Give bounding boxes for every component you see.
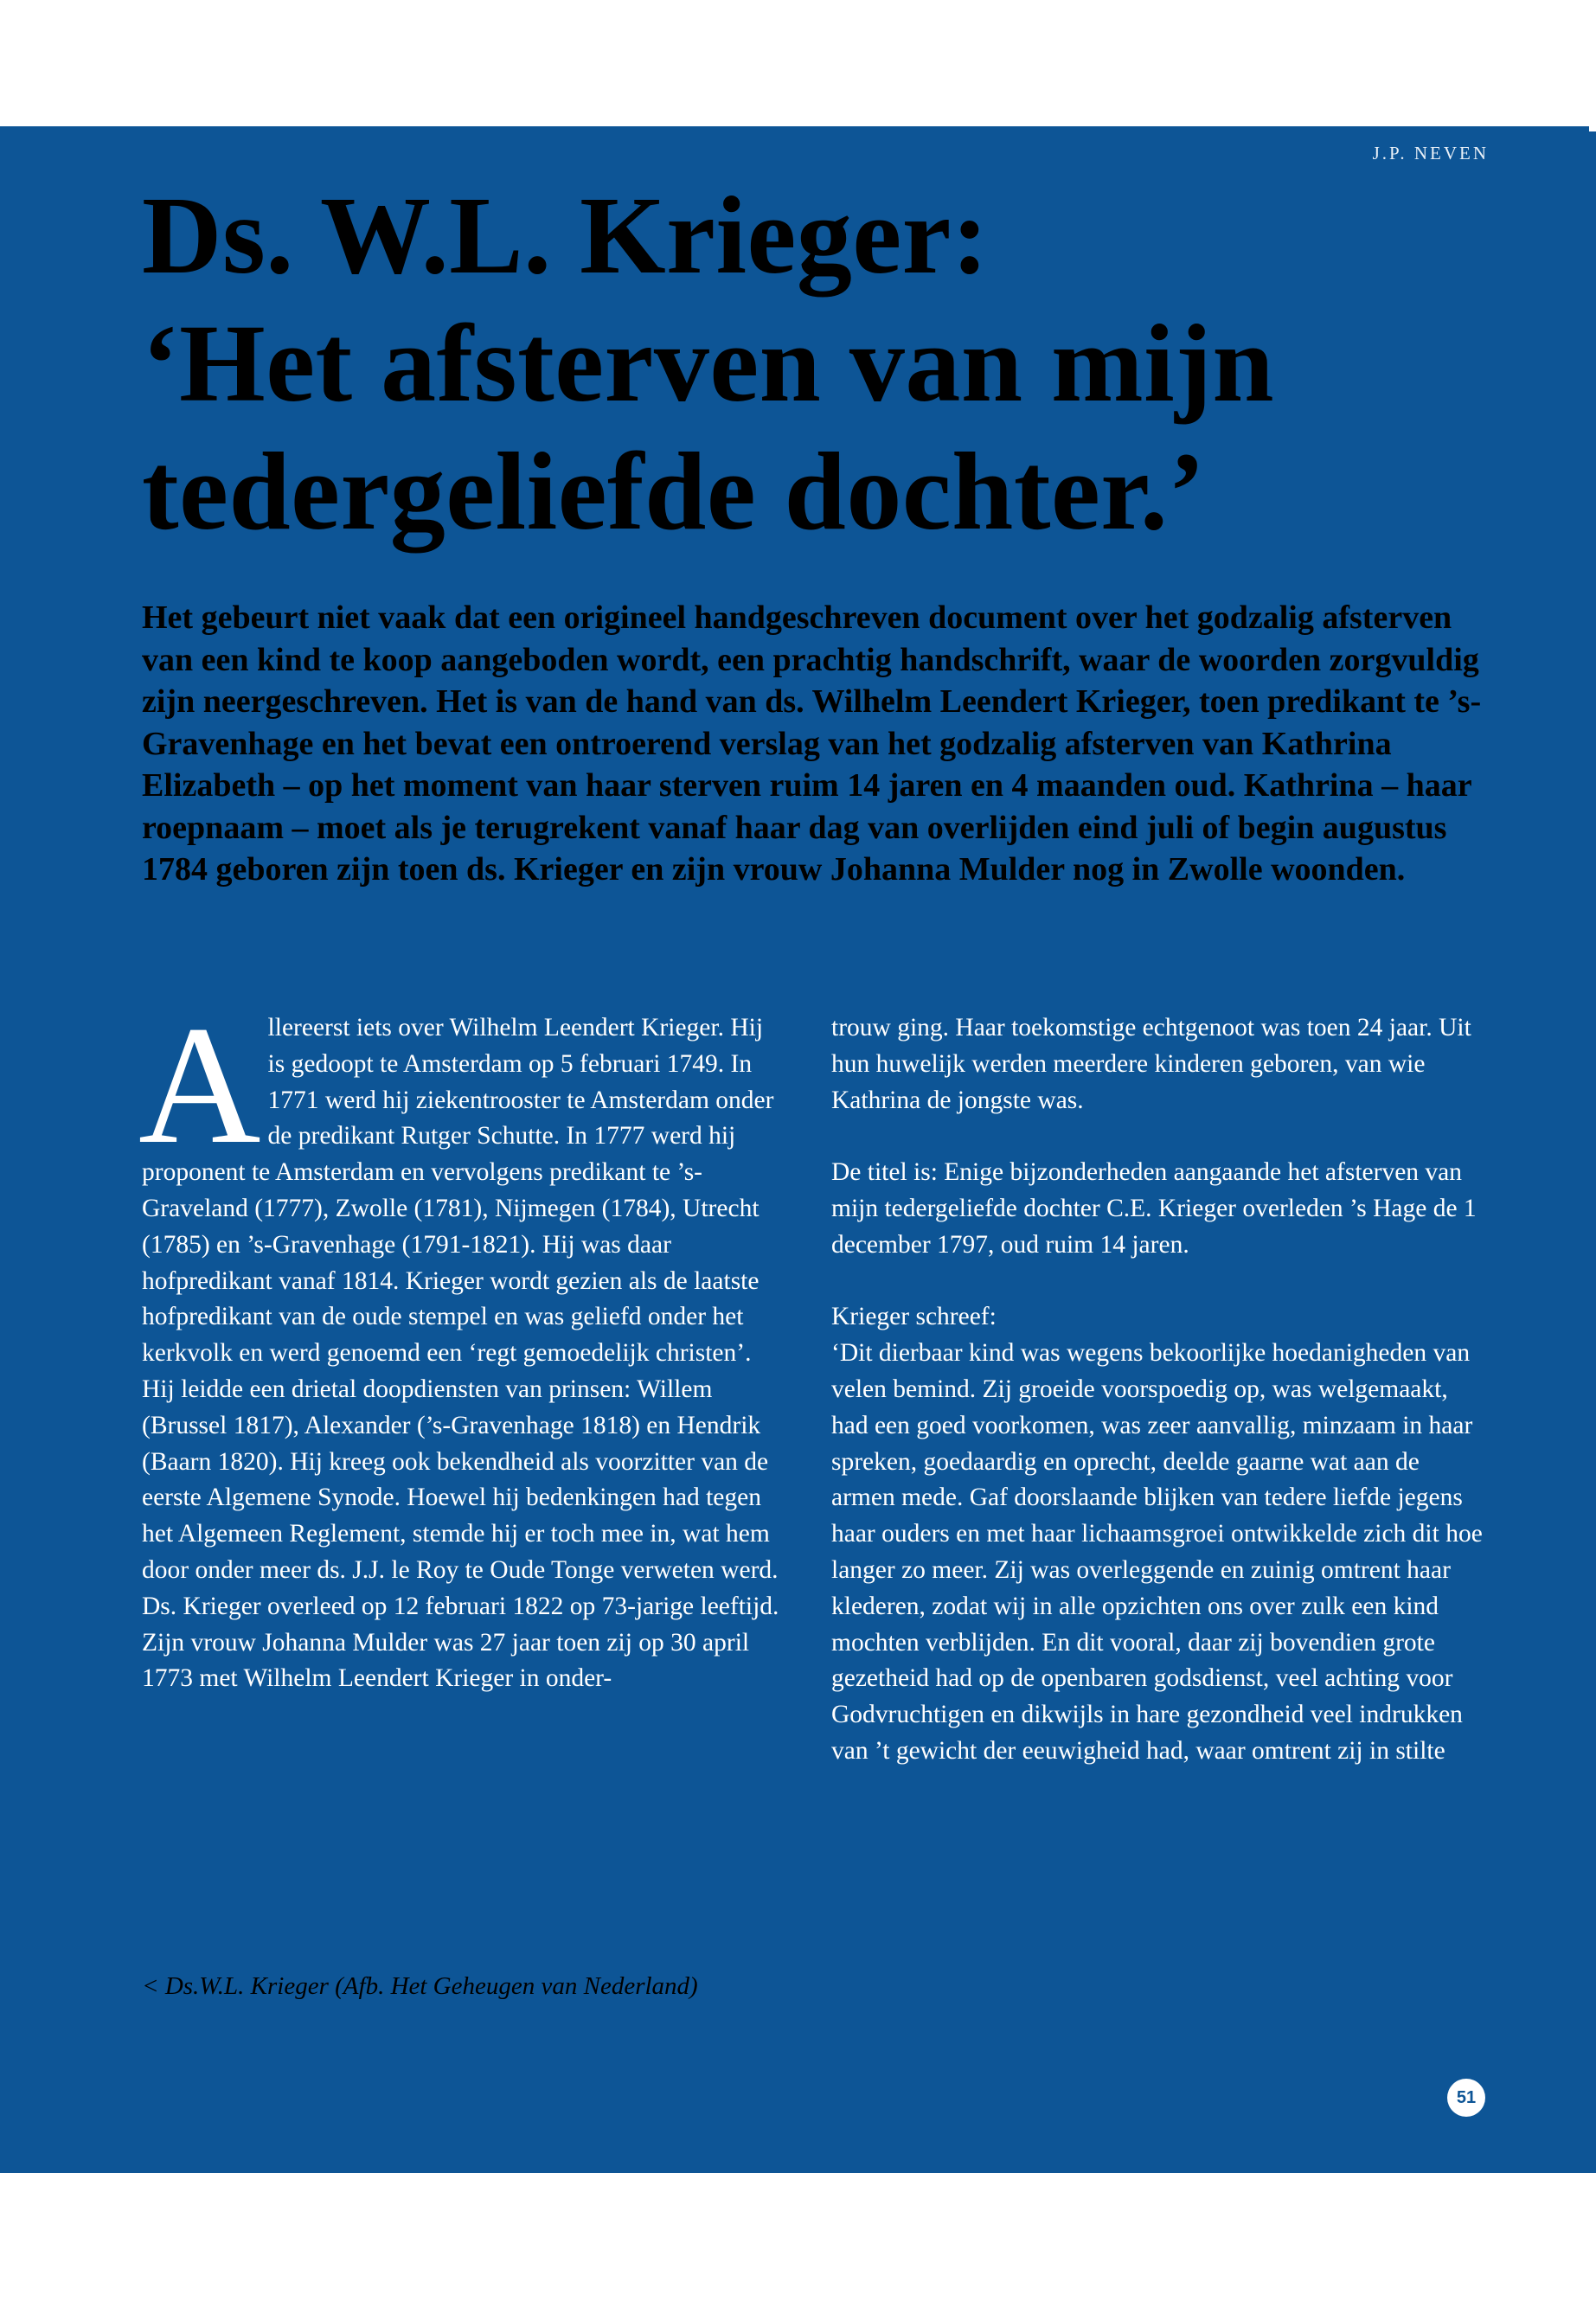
page-number: 51 [1447,2079,1485,2117]
drop-cap: A [138,991,261,1179]
left-column [138,991,782,1697]
image-caption: < Ds.W.L. Krieger (Afb. Het Geheugen van Nederland) [142,1972,698,2000]
right-paragraph-1: trouw ging. Haar toekomstige echtgenoot was toen 24 jaar. Uit hun huwelijk werden meerdere kinderen geboren, van wie Kathrina de jongste was. [831,1014,1471,1114]
right-column [831,1010,1489,1770]
right-paragraph-3: Krieger schreef: [831,1303,997,1331]
title-line-1: Ds. W.L. Krieger: [142,174,990,297]
intro-paragraph: Het gebeurt niet vaak dat een origineel handgeschreven document over het godzalig afsterven van een kind te koop aangeboden wordt, een prachtig handschrift, waar de woorden zorgvuldig zijn neergeschreven. Het is van de hand van ds. Wilhelm Leendert Krieger, toen predikant te ’s-Gravenhage en het bevat een ontroerend verslag van het godzalig afsterven van Kathrina Elizabeth – op het moment van haar sterven ruim 14 jaren en 4 maanden oud. Kathrina – haar roepnaam – moet als je terugrekent vanaf haar dag van overlijden eind juli of begin augustus 1784 geboren zijn toen ds. Krieger en zijn vrouw Johanna Mulder nog in Zwolle woonden. [142,599,1482,888]
right-paragraph-4: ‘Dit dierbaar kind was wegens bekoorlijke hoedanigheden van velen bemind. Zij groeide voorspoedig op, was welgemaakt, had een goed voorkomen, was zeer aanvallig, minzaam in haar spreken, goedaardig en oprecht, deelde gaarne wat aan de armen mede. Gaf doorslaande blijken van tedere liefde jegens haar ouders en met haar lichaamsgroei ontwikkelde zich dit hoe langer zo meer. Zij was overleggende en zuinig omtrent haar klederen, zodat wij in alle opzichten ons over zulk een kind mochten verblijden. En dit vooral, daar zij bovendien grote gezetheid had op de openbaren godsdienst, veel achting voor Godvruchtigen en dikwijls in hare gezondheid veel indrukken van ’t gewicht der eeuwigheid had, waar omtrent zij in stilte [831,1339,1483,1765]
left-paragraph-2: Zijn vrouw Johanna Mulder was 27 jaar toen zij op 30 april 1773 met Wilhelm Leendert Krieger in onder- [142,1628,750,1693]
right-paragraph-2: De titel is: Enige bijzonderheden aangaande het afsterven van mijn tedergeliefde dochter C.E. Krieger overleden ’s Hage de 1 december 1797, oud ruim 14 jaren. [831,1158,1477,1259]
article-title [142,171,1543,555]
panel-edge-mark [1589,126,1596,131]
title-line-3: tedergeliefde dochter.’ [142,430,1206,553]
title-line-2: ‘Het afsterven van mijn [142,302,1274,425]
left-paragraph-1-text: llereerst iets over Wilhelm Leendert Krieger. Hij is gedoopt te Amsterdam op 5 februari 1749. In 1771 werd hij ziekentrooster te Amsterdam onder de predikant Rutger Schutte. In 1777 werd hij proponent te Amsterdam en vervolgens predikant te ’s-Graveland (1777), Zwolle (1781), Nijmegen (1784), Utrecht (1785) en ’s-Gravenhage (1791-1821). Hij was daar hofpredikant vanaf 1814. Krieger wordt gezien als de laatste hofpredikant van de oude stempel en was geliefd onder het kerkvolk en werd genoemd een ‘regt gemoedelijk christen’. Hij leidde een drietal doopdiensten van prinsen: Willem (Brussel 1817), Alexander (’s-Gravenhage 1818) en Hendrik (Baarn 1820). Hij kreeg ook bekendheid als voorzitter van de eerste Algemene Synode. Hoewel hij bedenkingen had tegen het Algemeen Reglement, stemde hij er toch mee in, wat hem door onder meer ds. J.J. le Roy te Oude Tonge verweten werd. Ds. Krieger overleed op 12 februari 1822 op 73-jarige leeftijd. [142,1014,779,1620]
left-paragraph-1 [138,991,782,1625]
author-byline: J.P. NEVEN [1372,143,1489,163]
